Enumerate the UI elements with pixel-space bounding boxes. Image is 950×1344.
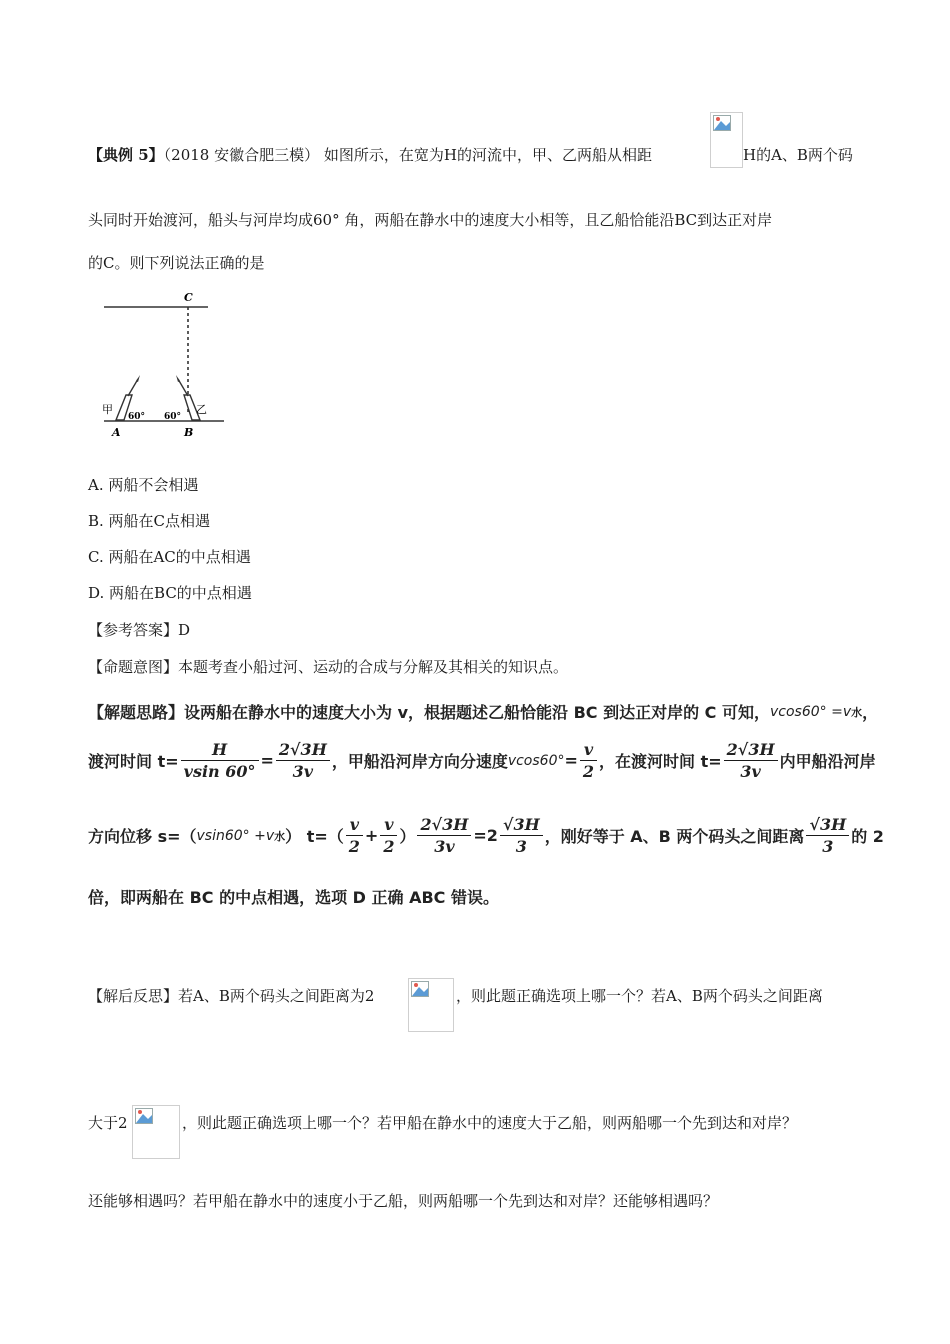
reflection-r1a: 若A、B两个码头之间距离为2 — [178, 987, 375, 1005]
example-text-1a: 如图所示，在宽为H的河流中，甲、乙两船从相距 — [319, 146, 652, 164]
solution-label: 【解题思路】 — [88, 703, 185, 722]
fraction-5-num: v — [346, 815, 363, 836]
fraction-3-den: 2 — [582, 762, 595, 781]
solution-s1-end: ， — [862, 703, 879, 722]
example-source: （2018 安徽合肥三模） — [163, 146, 320, 164]
solution-s1-eq: vcos60° =v — [769, 703, 852, 720]
example-line-2: 头同时开始渡河，船头与河岸均成60° 角，两船在静水中的速度大小相等，且乙船恰能沿BC到达正对岸 — [88, 211, 773, 229]
solution-s2a: 渡河时间 t= — [88, 752, 179, 771]
solution-line-4: 倍，即两船在 BC 的中点相遇，选项 D 正确 ABC 错误。 — [88, 888, 499, 907]
image-icon — [135, 1108, 153, 1124]
reflection-line-2a: 大于2 — [88, 1114, 128, 1132]
answer-label: 【参考答案】 — [88, 621, 179, 639]
fraction-6 — [380, 815, 397, 856]
solution-line-3 — [88, 815, 884, 856]
fraction-8-den: 3 — [515, 837, 527, 856]
reflection-line-3: 还能够相遇吗？若甲船在静水中的速度小于乙船，则两船哪一个先到达和对岸？还能够相遇吗？ — [88, 1192, 719, 1210]
fraction-9 — [806, 815, 849, 856]
fraction-3 — [580, 740, 597, 781]
answer-line — [88, 619, 190, 640]
label-jia: 甲 — [102, 403, 113, 416]
fraction-6-den: 2 — [383, 837, 395, 856]
fraction-5-den: 2 — [348, 837, 360, 856]
example-tag: 【典例 5】 — [88, 146, 164, 164]
solution-s3e: ，刚好等于 A、B 两个码头之间距离 — [544, 827, 805, 846]
intent-text: 本题考查小船过河、运动的合成与分解及其相关的知识点。 — [178, 658, 569, 676]
solution-s2-eq: = — [260, 751, 274, 770]
option-a: A. 两船不会相遇 — [88, 476, 199, 494]
solution-s1: 设两船在静水中的速度大小为 v，根据题述乙船恰能沿 BC 到达正对岸的 C 可知， — [184, 703, 770, 722]
fraction-5 — [346, 815, 363, 856]
broken-image-placeholder — [710, 112, 743, 168]
angle-right: 60° — [164, 412, 182, 422]
example-line-3: 的C。则下列说法正确的是 — [88, 254, 265, 272]
solution-line-1 — [88, 700, 878, 723]
label-b: B — [184, 426, 194, 439]
solution-line-2 — [88, 740, 876, 781]
fraction-2-num: 2√3H — [276, 740, 330, 761]
fraction-7-den: 3v — [434, 837, 455, 856]
fraction-1-den: vsin 60° — [183, 762, 256, 781]
fraction-2 — [276, 740, 330, 781]
solution-s3-sub: 水 — [274, 829, 286, 843]
angle-left: 60° — [128, 412, 146, 422]
solution-s3b: ） t=（ — [285, 827, 344, 846]
solution-s2d: 内甲船沿河岸 — [779, 752, 876, 771]
solution-s3f: 的 2 — [851, 827, 884, 846]
solution-s3-plus: + — [364, 826, 379, 845]
image-icon — [713, 115, 731, 131]
option-b: B. 两船在C点相遇 — [88, 512, 211, 530]
example-line-1 — [88, 144, 652, 165]
solution-s3a: 方向位移 s=（ — [88, 827, 197, 846]
option-d: D. 两船在BC的中点相遇 — [88, 584, 252, 602]
image-icon — [411, 981, 429, 997]
solution-s3d: =2 — [473, 826, 498, 845]
solution-s3c: ） — [399, 827, 416, 846]
answer-value: D — [178, 621, 191, 639]
solution-s2v: vcos60° — [507, 752, 565, 769]
intent-line — [88, 656, 568, 677]
solution-s2-eq2: = — [564, 751, 578, 770]
fraction-9-den: 3 — [822, 837, 834, 856]
reflection-label: 【解后反思】 — [88, 987, 179, 1005]
fraction-6-num: v — [380, 815, 397, 836]
reflection-line-2b: ，则此题正确选项上哪一个？若甲船在静水中的速度大于乙船，则两船哪一个先到达和对岸？ — [182, 1114, 798, 1132]
fraction-3-num: v — [580, 740, 597, 761]
solution-s2b: ，甲船沿河岸方向分速度 — [331, 752, 508, 771]
broken-image-placeholder-3 — [132, 1105, 180, 1159]
label-yi: 乙 — [196, 403, 207, 416]
fraction-7 — [417, 815, 471, 856]
label-c: C — [184, 291, 193, 304]
solution-s1-sub: 水 — [851, 705, 863, 719]
river-figure — [100, 285, 240, 445]
option-c: C. 两船在AC的中点相遇 — [88, 548, 251, 566]
fraction-4 — [724, 740, 778, 781]
example-text-1b: H的A、B两个码 — [743, 146, 853, 164]
fraction-1-num: H — [181, 740, 259, 761]
fraction-4-num: 2√3H — [724, 740, 778, 761]
solution-s2c: ，在渡河时间 t= — [599, 752, 722, 771]
fraction-4-den: 3v — [740, 762, 761, 781]
fraction-8 — [500, 815, 543, 856]
reflection-line-1a — [88, 985, 374, 1006]
intent-label: 【命题意图】 — [88, 658, 179, 676]
solution-s3v: vsin60° +v — [196, 827, 275, 844]
broken-image-placeholder-2 — [408, 978, 454, 1032]
reflection-line-1b: ，则此题正确选项上哪一个？若A、B两个码头之间距离 — [456, 987, 823, 1005]
fraction-9-num: √3H — [806, 815, 849, 836]
fraction-8-num: √3H — [500, 815, 543, 836]
fraction-7-num: 2√3H — [417, 815, 471, 836]
label-a: A — [112, 426, 121, 439]
fraction-1 — [181, 740, 259, 781]
fraction-2-den: 3v — [292, 762, 314, 781]
